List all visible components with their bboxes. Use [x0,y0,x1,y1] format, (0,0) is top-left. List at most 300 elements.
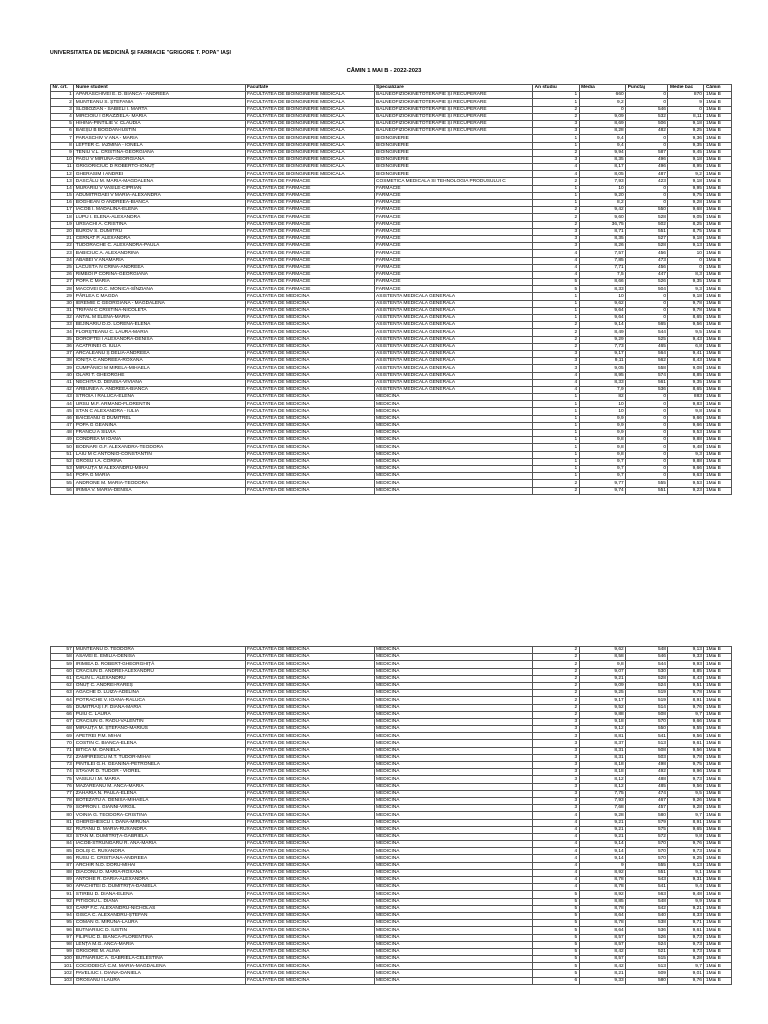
cell-average: 8,78 [579,884,626,891]
cell-faculty: FACULTATEA DE MEDICINA [245,812,374,819]
table-row [51,884,732,891]
cell-specialization: MEDICINA [374,473,533,480]
cell-faculty: FACULTATEA DE MEDICINA [245,408,374,415]
cell-specialization: BIOINGINERIE [374,171,533,178]
cell-name: DASCĂLU M. MARIA-MAGDALENA [74,178,245,185]
cell-score: 0 [626,444,668,451]
cell-specialization: FARMACIE [374,214,533,221]
cell-year: 4 [533,855,580,862]
cell-specialization: COSMETICA MEDICALA SI TEHNOLOGIA PRODUSULUI C [374,178,533,185]
cell-dorm: 1Mai B [704,704,732,711]
cell-nr: 89 [51,877,74,884]
cell-dorm: 1Mai B [704,458,732,465]
cell-bac: 9,73 [668,848,704,855]
cell-score: 528 [626,214,668,221]
header-nr: Nr. crt. [51,85,74,92]
cell-dorm: 1Mai B [704,379,732,386]
cell-average: 8,64 [579,912,626,919]
cell-average: 7,93 [579,178,626,185]
cell-name: LAIU M C ANTONIO-CONSTANTIN [74,451,245,458]
cell-year: 1 [533,300,580,307]
cell-average: 7,75 [579,790,626,797]
table-row [51,754,732,761]
cell-score: 447 [626,271,668,278]
cell-dorm: 1Mai B [704,905,732,912]
table-row [51,869,732,876]
cell-name: APACHITEI D. DUMITRIȚA-DANIELA [74,884,245,891]
cell-specialization: FARMACIE [374,257,533,264]
cell-name: MĂZĂREANU M. ANCA-MARIA [74,783,245,790]
table-row [51,257,732,264]
cell-year: 3 [533,783,580,790]
cell-specialization: MEDICINA [374,963,533,970]
cell-year: 1 [533,473,580,480]
cell-year: 5 [533,963,580,970]
cell-bac: 9,7 [668,812,704,819]
cell-dorm: 1Mai B [704,350,732,357]
cell-bac: 9,65 [668,826,704,833]
cell-dorm: 1Mai B [704,855,732,862]
table-row [51,120,732,127]
cell-score: 502 [626,221,668,228]
cell-name: DOROFTEI I ALEXANDRA-DENISA [74,336,245,343]
cell-faculty: FACULTATEA DE MEDICINA [245,336,374,343]
cell-score: 541 [626,884,668,891]
cell-bac: 9,78 [668,754,704,761]
cell-score: 528 [626,243,668,250]
cell-bac: 9,4 [668,884,704,891]
cell-bac: 9,66 [668,718,704,725]
cell-year: 1 [533,92,580,99]
cell-name: ARBUNEA A. ANDREEA-BIANCA [74,386,245,393]
cell-year: 1 [533,444,580,451]
cell-average: 9,25 [579,690,626,697]
cell-dorm: 1Mai B [704,372,732,379]
cell-year: 4 [533,812,580,819]
cell-score: 580 [626,812,668,819]
table-row [51,415,732,422]
cell-dorm: 1Mai B [704,92,732,99]
table-row [51,912,732,919]
cell-dorm: 1Mai B [704,754,732,761]
cell-specialization: MEDICINA [374,718,533,725]
cell-dorm: 1Mai B [704,697,732,704]
cell-year: 1 [533,408,580,415]
cell-year: 4 [533,386,580,393]
cell-nr: 18 [51,214,74,221]
cell-nr: 55 [51,480,74,487]
cell-bac: 9,23 [668,487,704,494]
cell-average: 8,58 [579,654,626,661]
cell-dorm: 1Mai B [704,740,732,747]
table-row [51,905,732,912]
cell-score: 551 [626,228,668,235]
cell-score: 485 [626,783,668,790]
cell-dorm: 1Mai B [704,315,732,322]
cell-year: 4 [533,271,580,278]
cell-nr: 38 [51,358,74,365]
cell-average: 9,62 [579,647,626,654]
cell-nr: 62 [51,682,74,689]
cell-year: 3 [533,358,580,365]
cell-average: 660 [579,92,626,99]
cell-year: 2 [533,668,580,675]
cell-nr: 74 [51,769,74,776]
cell-year: 5 [533,286,580,293]
cell-name: BĂICEANU G DUMITREL [74,415,245,422]
cell-faculty: FACULTATEA DE MEDICINA [245,437,374,444]
cell-dorm: 1Mai B [704,164,732,171]
cell-bac: 9,31 [668,877,704,884]
cell-name: IONIȚĂ C ANDREEA-ROXANA [74,358,245,365]
cell-specialization: MEDICINA [374,437,533,444]
cell-average: 8,12 [579,776,626,783]
cell-year: 2 [533,661,580,668]
header-year: An studiu [533,85,580,92]
table-row [51,149,732,156]
cell-name: PITIGOIU L. DIANA [74,898,245,905]
table-row [51,329,732,336]
cell-score: 492 [626,769,668,776]
cell-faculty: FACULTATEA DE BIOINGINERIE MEDICALA [245,106,374,113]
header-score: Punctaj [626,85,668,92]
cell-year: 2 [533,711,580,718]
cell-specialization: MEDICINA [374,480,533,487]
cell-dorm: 1Mai B [704,963,732,970]
cell-nr: 40 [51,372,74,379]
cell-score: 456 [626,264,668,271]
cell-specialization: MEDICINA [374,877,533,884]
cell-bac: 9,78 [668,690,704,697]
cell-dorm: 1Mai B [704,444,732,451]
table-row [51,164,732,171]
cell-faculty: FACULTATEA DE MEDICINA [245,977,374,984]
cell-dorm: 1Mai B [704,920,732,927]
cell-faculty: FACULTATEA DE MEDICINA [245,754,374,761]
cell-bac: 9,21 [668,905,704,912]
cell-score: 423 [626,178,668,185]
cell-dorm: 1Mai B [704,668,732,675]
cell-bac: 9,13 [668,243,704,250]
cell-bac: 9,7 [668,711,704,718]
cell-name: POPA C MARIA [74,279,245,286]
cell-score: 0 [626,415,668,422]
cell-name: RUTANU D. MARIA-RUXANDRA [74,826,245,833]
cell-score: 574 [626,372,668,379]
cell-bac: 9,25 [668,855,704,862]
cell-faculty: FACULTATEA DE FARMACIE [245,192,374,199]
cell-name: GHERASIM I ANDREI [74,171,245,178]
cell-dorm: 1Mai B [704,178,732,185]
cell-dorm: 1Mai B [704,898,732,905]
table-row [51,365,732,372]
cell-bac: 9,25 [668,128,704,135]
cell-bac: 9,73 [668,934,704,941]
cell-score: 467 [626,797,668,804]
cell-year: 2 [533,336,580,343]
cell-average: 9,14 [579,322,626,329]
cell-nr: 91 [51,891,74,898]
cell-dorm: 1Mai B [704,271,732,278]
table-row [51,877,732,884]
cell-name: URSU M.F. ARMAND-FLORENTIN [74,401,245,408]
cell-average: 9,74 [579,487,626,494]
cell-score: 544 [626,329,668,336]
cell-faculty: FACULTATEA DE MEDICINA [245,934,374,941]
cell-name: ANDRONE M. MARIA-TEODORA [74,480,245,487]
cell-name: MUNTEANU D. TEODORA [74,647,245,654]
cell-dorm: 1Mai B [704,970,732,977]
cell-score: 521 [626,948,668,955]
table-row [51,833,732,840]
cell-nr: 61 [51,675,74,682]
cell-specialization: FARMACIE [374,185,533,192]
cell-bac: 9,88 [668,458,704,465]
header-specialization: Specializare [374,85,533,92]
cell-faculty: FACULTATEA DE MEDICINA [245,365,374,372]
cell-score: 565 [626,322,668,329]
cell-dorm: 1Mai B [704,293,732,300]
cell-nr: 51 [51,451,74,458]
cell-score: 0 [626,437,668,444]
cell-dorm: 1Mai B [704,726,732,733]
cell-bac: 9,76 [668,841,704,848]
table-row [51,207,732,214]
cell-score: 488 [626,776,668,783]
cell-score: 524 [626,682,668,689]
cell-nr: 72 [51,754,74,761]
cell-specialization: MEDICINA [374,948,533,955]
cell-faculty: FACULTATEA DE MEDICINA [245,920,374,927]
cell-specialization: BIOINGINERIE [374,135,533,142]
table-row [51,826,732,833]
cell-bac: 9,8 [668,408,704,415]
cell-faculty: FACULTATEA DE MEDICINA [245,480,374,487]
cell-faculty: FACULTATEA DE MEDICINA [245,473,374,480]
cell-nr: 1 [51,92,74,99]
cell-year: 2 [533,675,580,682]
cell-faculty: FACULTATEA DE BIOINGINERIE MEDICALA [245,164,374,171]
cell-bac: 883 [668,394,704,401]
cell-average: 9,21 [579,675,626,682]
cell-name: CRĂCIUN G. RADU-VALENTIN [74,718,245,725]
cell-dorm: 1Mai B [704,948,732,955]
cell-year: 2 [533,697,580,704]
cell-dorm: 1Mai B [704,415,732,422]
cell-dorm: 1Mai B [704,408,732,415]
cell-average: 9,7 [579,473,626,480]
cell-score: 465 [626,343,668,350]
cell-average: 8,35 [579,235,626,242]
cell-year: 3 [533,733,580,740]
cell-name: CRĂCIUN D. ANDREI-ALEXANDRU [74,668,245,675]
cell-score: 504 [626,286,668,293]
cell-score: 526 [626,279,668,286]
cell-dorm: 1Mai B [704,805,732,812]
cell-average: 8,05 [579,171,626,178]
table-row [51,805,732,812]
cell-specialization: MEDICINA [374,430,533,437]
cell-score: 503 [626,754,668,761]
cell-specialization: MEDICINA [374,848,533,855]
table-row [51,214,732,221]
cell-faculty: FACULTATEA DE MEDICINA [245,487,374,494]
cell-year: 3 [533,120,580,127]
cell-dorm: 1Mai B [704,877,732,884]
cell-dorm: 1Mai B [704,487,732,494]
cell-faculty: FACULTATEA DE BIOINGINERIE MEDICALA [245,99,374,106]
cell-year: 4 [533,819,580,826]
cell-average: 10 [579,293,626,300]
cell-nr: 46 [51,415,74,422]
cell-dorm: 1Mai B [704,862,732,869]
cell-nr: 26 [51,271,74,278]
cell-faculty: FACULTATEA DE MEDICINA [245,941,374,948]
cell-faculty: FACULTATEA DE MEDICINA [245,322,374,329]
cell-faculty: FACULTATEA DE MEDICINA [245,956,374,963]
cell-year: 4 [533,869,580,876]
cell-bac: 9,41 [668,350,704,357]
cell-dorm: 1Mai B [704,149,732,156]
cell-faculty: FACULTATEA DE MEDICINA [245,884,374,891]
table-row [51,451,732,458]
cell-faculty: FACULTATEA DE MEDICINA [245,661,374,668]
cell-bac: 9,76 [668,977,704,984]
cell-dorm: 1Mai B [704,480,732,487]
cell-year: 3 [533,762,580,769]
table-row [51,437,732,444]
table-body-page2 [51,647,732,985]
cell-nr: 58 [51,654,74,661]
table-row [51,740,732,747]
cell-average: 8,66 [579,279,626,286]
cell-score: 528 [626,675,668,682]
cell-specialization: MEDICINA [374,704,533,711]
cell-faculty: FACULTATEA DE MEDICINA [245,386,374,393]
cell-dorm: 1Mai B [704,465,732,472]
cell-faculty: FACULTATEA DE MEDICINA [245,970,374,977]
cell-bac: 9,56 [668,783,704,790]
cell-specialization: FARMACIE [374,228,533,235]
cell-name: LENȚA M.G. ANCA-MARIA [74,941,245,948]
cell-dorm: 1Mai B [704,185,732,192]
table-row [51,697,732,704]
cell-year: 1 [533,185,580,192]
cell-score: 506 [626,120,668,127]
table-row [51,812,732,819]
cell-faculty: FACULTATEA DE FARMACIE [245,243,374,250]
cell-year: 5 [533,912,580,919]
cell-score: 527 [626,235,668,242]
cell-nr: 16 [51,200,74,207]
cell-nr: 17 [51,207,74,214]
cell-average: 9,9 [579,422,626,429]
cell-nr: 67 [51,718,74,725]
cell-average: 8,31 [579,747,626,754]
cell-faculty: FACULTATEA DE MEDICINA [245,848,374,855]
cell-faculty: FACULTATEA DE MEDICINA [245,841,374,848]
cell-name: PARASCHIV V ANA - MARIA [74,135,245,142]
cell-nr: 29 [51,293,74,300]
cell-score: 555 [626,862,668,869]
cell-specialization: MEDICINA [374,884,533,891]
cell-score: 0 [626,293,668,300]
cell-score: 532 [626,113,668,120]
cell-specialization: ASISTENTA MEDICALA GENERALA [374,322,533,329]
cell-average: 8,57 [579,956,626,963]
cell-average: 9,4 [579,135,626,142]
cell-bac: 9,61 [668,740,704,747]
cell-average: 8,28 [579,128,626,135]
cell-bac: 9,75 [668,762,704,769]
cell-score: 0 [626,99,668,106]
cell-year: 2 [533,654,580,661]
cell-faculty: FACULTATEA DE MEDICINA [245,451,374,458]
table-row [51,444,732,451]
table-row [51,372,732,379]
cell-average: 9,4 [579,142,626,149]
cell-bac: 0 [668,257,704,264]
cell-faculty: FACULTATEA DE MEDICINA [245,682,374,689]
table-row [51,970,732,977]
cell-faculty: FACULTATEA DE FARMACIE [245,221,374,228]
cell-dorm: 1Mai B [704,329,732,336]
table-row [51,408,732,415]
cell-dorm: 1Mai B [704,762,732,769]
cell-specialization: ASISTENTA MEDICALA GENERALA [374,358,533,365]
cell-specialization: MEDICINA [374,444,533,451]
cell-specialization: MEDICINA [374,956,533,963]
cell-nr: 95 [51,920,74,927]
cell-dorm: 1Mai B [704,113,732,120]
cell-average: 8,57 [579,941,626,948]
cell-score: 524 [626,941,668,948]
cell-nr: 44 [51,401,74,408]
table-row [51,718,732,725]
cell-score: 513 [626,740,668,747]
cell-name: BUROV S. DUMITRU [74,228,245,235]
table-row [51,113,732,120]
cell-name: STAN C ALEXANDRA - IULIA [74,408,245,415]
cell-name: PAGU V MIRUNA-GEORGIANA [74,156,245,163]
cell-year: 3 [533,718,580,725]
cell-bac: 9,18 [668,178,704,185]
cell-year: 3 [533,769,580,776]
cell-year: 2 [533,682,580,689]
cell-score: 538 [626,920,668,927]
cell-score: 509 [626,970,668,977]
cell-bac: 9,3 [668,451,704,458]
cell-name: BUTNARIUC A. GABRIELA-CELESTINA [74,956,245,963]
cell-year: 5 [533,934,580,941]
cell-year: 4 [533,862,580,869]
cell-dorm: 1Mai B [704,365,732,372]
header-faculty: Facultate [245,85,374,92]
cell-average: 8,18 [579,762,626,769]
cell-specialization: ASISTENTA MEDICALA GENERALA [374,293,533,300]
cell-average: 9,33 [579,977,626,984]
cell-faculty: FACULTATEA DE MEDICINA [245,769,374,776]
cell-dorm: 1Mai B [704,747,732,754]
cell-name: GRIGORE M. ALINA [74,948,245,955]
cell-specialization: MEDICINA [374,855,533,862]
cell-nr: 39 [51,365,74,372]
cell-nr: 2 [51,99,74,106]
cell-faculty: FACULTATEA DE MEDICINA [245,697,374,704]
cell-nr: 9 [51,149,74,156]
cell-name: DIACONU D. MARIA-ROXANA [74,869,245,876]
cell-nr: 42 [51,386,74,393]
